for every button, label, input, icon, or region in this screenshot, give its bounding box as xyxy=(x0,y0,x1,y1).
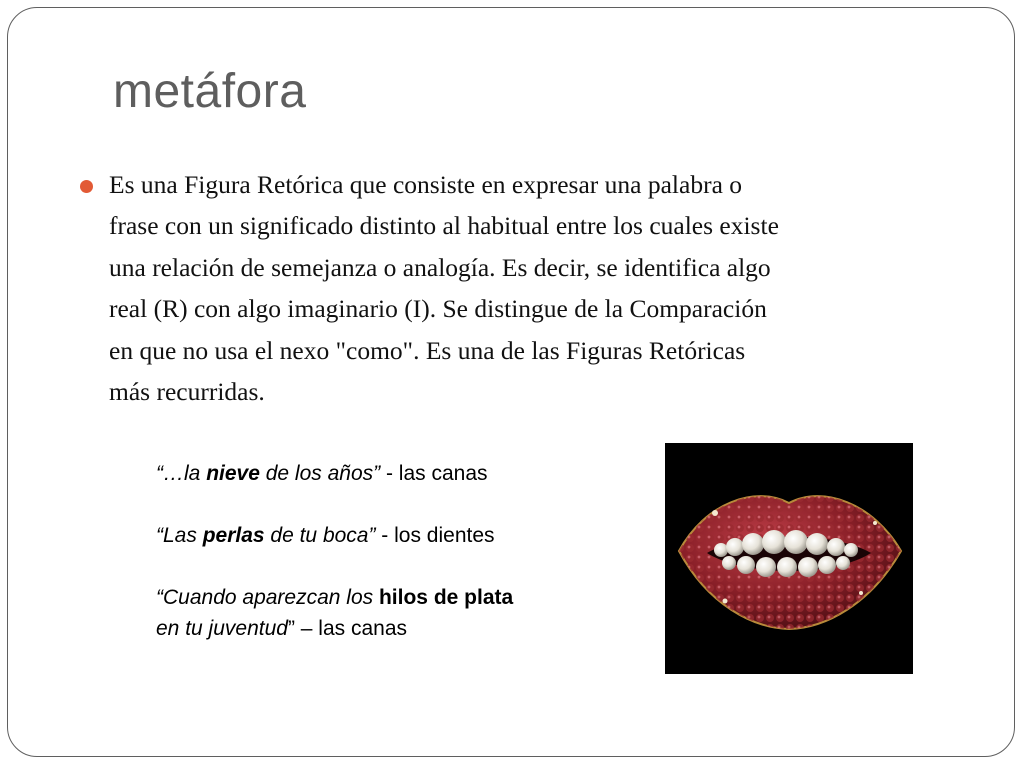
definition-line: frase con un significado distinto al habitual entre los cuales existe xyxy=(109,211,779,241)
example-keyword: nieve xyxy=(206,462,260,485)
slide-title: metáfora xyxy=(113,65,307,118)
example-keyword: hilos de plata xyxy=(378,586,514,609)
example-text: en tu juventud xyxy=(156,617,288,640)
bullet-icon xyxy=(80,180,93,193)
example-text: de tu boca” xyxy=(264,524,376,547)
jeweled-lips-icon xyxy=(665,443,913,674)
example-meaning: - las canas xyxy=(380,462,488,485)
example-item-continued xyxy=(156,613,407,644)
definition-paragraph xyxy=(109,164,929,412)
definition-line: en que no usa el nexo "como". Es una de las Figuras Retóricas xyxy=(109,335,746,365)
definition-line: una relación de semejanza o analogía. Es decir, se identifica algo xyxy=(109,252,771,282)
jeweled-lips-image xyxy=(665,443,913,674)
example-text: “…la xyxy=(156,462,207,485)
example-item xyxy=(156,458,488,489)
example-text: “Las xyxy=(156,524,203,547)
definition-line: Es una Figura Retórica que consiste en expresar una palabra o xyxy=(109,170,743,199)
example-meaning: - los dientes xyxy=(375,524,495,547)
example-item xyxy=(156,582,513,613)
definition-line: más recurridas. xyxy=(109,377,265,407)
example-item xyxy=(156,520,495,551)
definition-line: real (R) con algo imaginario (I). Se distingue de la Comparación xyxy=(109,294,767,324)
example-text: de los años” xyxy=(259,462,381,485)
example-meaning: ” – las canas xyxy=(287,617,407,640)
example-text: “Cuando aparezcan los xyxy=(156,586,379,609)
example-keyword: perlas xyxy=(202,524,265,547)
